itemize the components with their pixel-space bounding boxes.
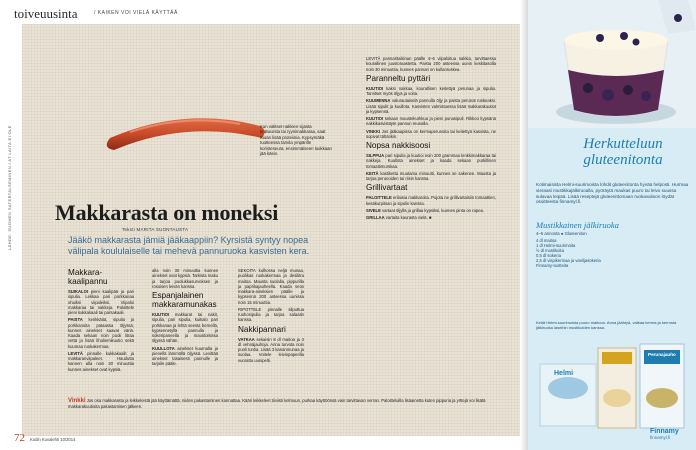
column-3: [238, 268, 304, 365]
paragraph: SEKOITA kulhossa neljä munaa, puolikas ruokakermaa ja desilitra maitoa. Mausta suolalla, pippurilla ja paprikajauheella. Kaada seos makkara-aineksien päälle ja kypsennä 200 asteessa uunissa noin 15 minuuttia.: [238, 268, 304, 305]
paragraph: KUUTIOI makkarat tai nakit, sipulia, pari sipulia, kuikalo pari porkkanaa ja lehtä seesta bernellä, kypsennetyllä pannulla ja sokeripaneella ja maustoisissa öljyssä vähän.: [152, 312, 218, 344]
tip-label: Vinkki: [68, 398, 86, 404]
paragraph: SIVELE vartaat öljyllä ja grillaa kypsiksi, kunnes pinta on rapea.: [366, 207, 485, 213]
sausage-image: [100, 108, 270, 158]
ad-recipe-title: Mustikkainen jälkiruoka: [536, 220, 619, 230]
paragraph: PALOITTELE erilaisia makkaroita. Pujota ne grillivartaisiin tomaattien, kesäkurpitsan ja sipulin kanssa.: [366, 195, 496, 206]
paragraph: SILPPUA pari sipulia ja kuutioi noin 200 grammaa lenkkimakkaraa tai nakkeja. Kuullota ainekset ja kaada sekaan purkillinen tomaattimurskaa.: [366, 153, 496, 169]
paragraph: LEVITÄ pinnalle kukkakaalit ja makkaranviipaleet. Haudutta kannen alla noin 30 minuuttia kunnes ainekset ovat kypsiä.: [68, 350, 134, 372]
tip-box: [68, 398, 500, 409]
recipe-heading-pannari: Nakkipannari: [238, 324, 286, 334]
paragraph: VATKAA sekaisin 8 dl maitoa ja 3 dl vehnäjauhoja. Anna turvota noin puoli tuntia. Lisää 3 kananmunaa ja suolaa. Voitele leivinpaperilla vuorattu uunipelti.: [238, 336, 304, 363]
column-2: [152, 268, 218, 369]
product-packages: [536, 336, 696, 436]
page-number: 72: [14, 432, 25, 444]
ad-ingredient-list: [536, 238, 601, 269]
ingredient: Finnamy-tuotteita: [536, 263, 569, 269]
paragraph: KEITÄ kastiketta muutama minuutti, kunnes se sakenee. Mausta ja tarjoa perunoiden tai riisin kanssa.: [366, 170, 496, 181]
ingredient: 1 dl Helmi-suurimoita: [536, 243, 576, 249]
pack-label-perunajauho: Perunajauho: [648, 352, 676, 357]
article-lede: Jääkö makkarasta jämiä jääkaappiin? Kyrsistä syntyy nopea välipala koululaiselle tai mehevä pannuruoka kasvisten kera.: [68, 235, 310, 256]
paragraph: PAISTA kerikkäitä, sipulia ja porkkanoita pataassa öljyssä, kunnes ainekset saavat väriä. Kaada sekaan noin puoli litraa vettä ja lisää lihaliemikuutio sekä kuumaa ruokakermaa.: [68, 317, 134, 349]
paragraph: alla noin 30 minuuttia kunnes ainekset ovat kypsiä. Tarkista maku ja tarjoa puolukkasurvoksen ja rosoisen leivän kanssa.: [152, 268, 218, 289]
image-caption: Kun valitset nakkien sijasta bratwursta tai ryynimakkaraa, saat ruoan lisää proteiinia. Kypsymäkä tuotteessa tarvita ympärille koristeseura, ensimmäiseen luokkaan jää käsin.: [260, 124, 332, 157]
recipe-heading-soosi: Nopsa nakkisoosi: [366, 141, 431, 150]
section-heading: toiveuusinta: [14, 6, 78, 21]
recipe-heading-munakas: Espanjalainen makkaramunakas: [152, 291, 217, 309]
recipe-heading-pyttari: Paranneltu pyttäri: [366, 73, 431, 83]
column-1: [68, 268, 134, 374]
ingredient: 0,5 dl sokeria: [536, 253, 561, 259]
finnamy-url: finnamyl.fi: [650, 435, 671, 440]
paragraph: KUUTIOI kaksi nakkaa, kourallisen keitettyä perunaa ja sipulia. Tarvitset myös öljyä ja voita.: [366, 85, 496, 96]
dessert-photo: [528, 0, 696, 128]
paragraph: KUULLOTA ainekset kuumalla ja pienellä lämmöllä öljyssä. Levittää ainekset tasaisesti pannulle ja tarjoile pääle.: [152, 345, 218, 367]
tip-text: Jos osa makkarasta ja leikkeleistä jää käyttämättä, niiden pakastaminen kannattaa. Kääri leikkeleet tiiviisti kelmuun, purkaa käyttöönsä vain tarvittavan verran. Paloitteluilla lisäainetta kuten pippuria ja yrttejä voi lisätä makkarakuutioita pakastamisen jälkeen.: [68, 398, 486, 410]
ad-recipe-subtitle: 4–6 annosta ● Gluteeniton: [536, 231, 587, 236]
paragraph: GRILLAA vartaita kaurasta vielä. ■: [366, 215, 432, 220]
paragraph: VINKKI Jos jääkaapissa on kermaperunoita tai keitettyä kasvista, ne sopivat tähänkin.: [366, 128, 496, 139]
page-spine: [520, 0, 528, 450]
advertisement-page: [528, 0, 696, 450]
ad-body: Kotimaisista Helmi-suurimoista lohdit gluteenitonta hyvää helposti. Hurmaa vieraasi mustikkajälkiruoalla, pyöräytä maukas puuro tai leivo suussa sulavaa leipää. Lisää reseptejä gluteenittomaan ruokavalioon löydät osoitteesta finnamyl.fi.: [536, 182, 689, 205]
vertical-credit: LÄHDE: SUOMEN SATERTALSEMINEN / AT LAITA EI OLE: [7, 125, 12, 250]
ingredient: 4 dl maitoa: [536, 238, 557, 243]
ad-headline: Herkutteluun gluteenitonta: [583, 136, 663, 168]
article-title: Makkarasta on moneksi: [55, 200, 279, 225]
ad-instructions: Keitä Helmi-suurimoista puuro maitoon. Anna jäähtyä, vatkaa kerma ja kerrosta jälkiruoka laseihin mustikoiden kanssa.: [536, 320, 677, 330]
page-footer: Kodin Kuvalehti 10/2014: [30, 437, 76, 442]
ingredient: ½ dl mustikoita: [536, 248, 564, 254]
paragraph: LEVITÄ pannaritaikinan päälle 4–6 viipaloitua nakkia, tarvittaessa kourallinen juustoraastetta. Paista 200 asteessa uunin keskitasolla noin 30 minuuttia, kunnes pannari on kullanruskea.: [366, 56, 496, 72]
paragraph: SUIKALOI pieni kaalipää ja pari sipulia. Lekkaa pari porkkanaa ohuiksi viipaleiksi. Viipaloi makkaraa tai nakkeja. Paloittele pieni kukkakaali tai parsakaali.: [68, 289, 134, 315]
byline: Teksti MARITA SUONTAUSTA: [122, 227, 189, 232]
recipe-heading-kaalipannu: Makkara-kaalipannu: [68, 268, 108, 286]
ingredient: 2,5 dl vispikermaa ja vaniljasokeria: [536, 258, 601, 264]
section-subtitle: / KAIKEN VOI VIELÄ KÄYTTÄÄ: [94, 10, 178, 16]
column-4: [366, 56, 496, 396]
pack-label-helmi: Helmi: [554, 370, 574, 377]
paragraph: KUUMENNA valurautaiselä pannulla öljy ja paista perunat ruskeaksi. Lisää sipulit ja kuullota. Kasvisten valmistuessa lisää makkarakuutiot ja kypsennä.: [366, 98, 496, 114]
finnamy-logo: Finnamy finnamyl.fi: [650, 428, 679, 440]
paragraph: KUUTIOI sekaan maustekurkkua ja pieni punasipuli. Rikkoo kypsänä nakkikasvistäyte pannun reunalla.: [366, 116, 496, 127]
recipe-heading-vartaat: Grillivartaat: [366, 183, 408, 193]
paragraph: RIPOTTELE pinnalle silputtua ruohosipulia ja tarjoa salaatin kanssa.: [238, 306, 304, 323]
